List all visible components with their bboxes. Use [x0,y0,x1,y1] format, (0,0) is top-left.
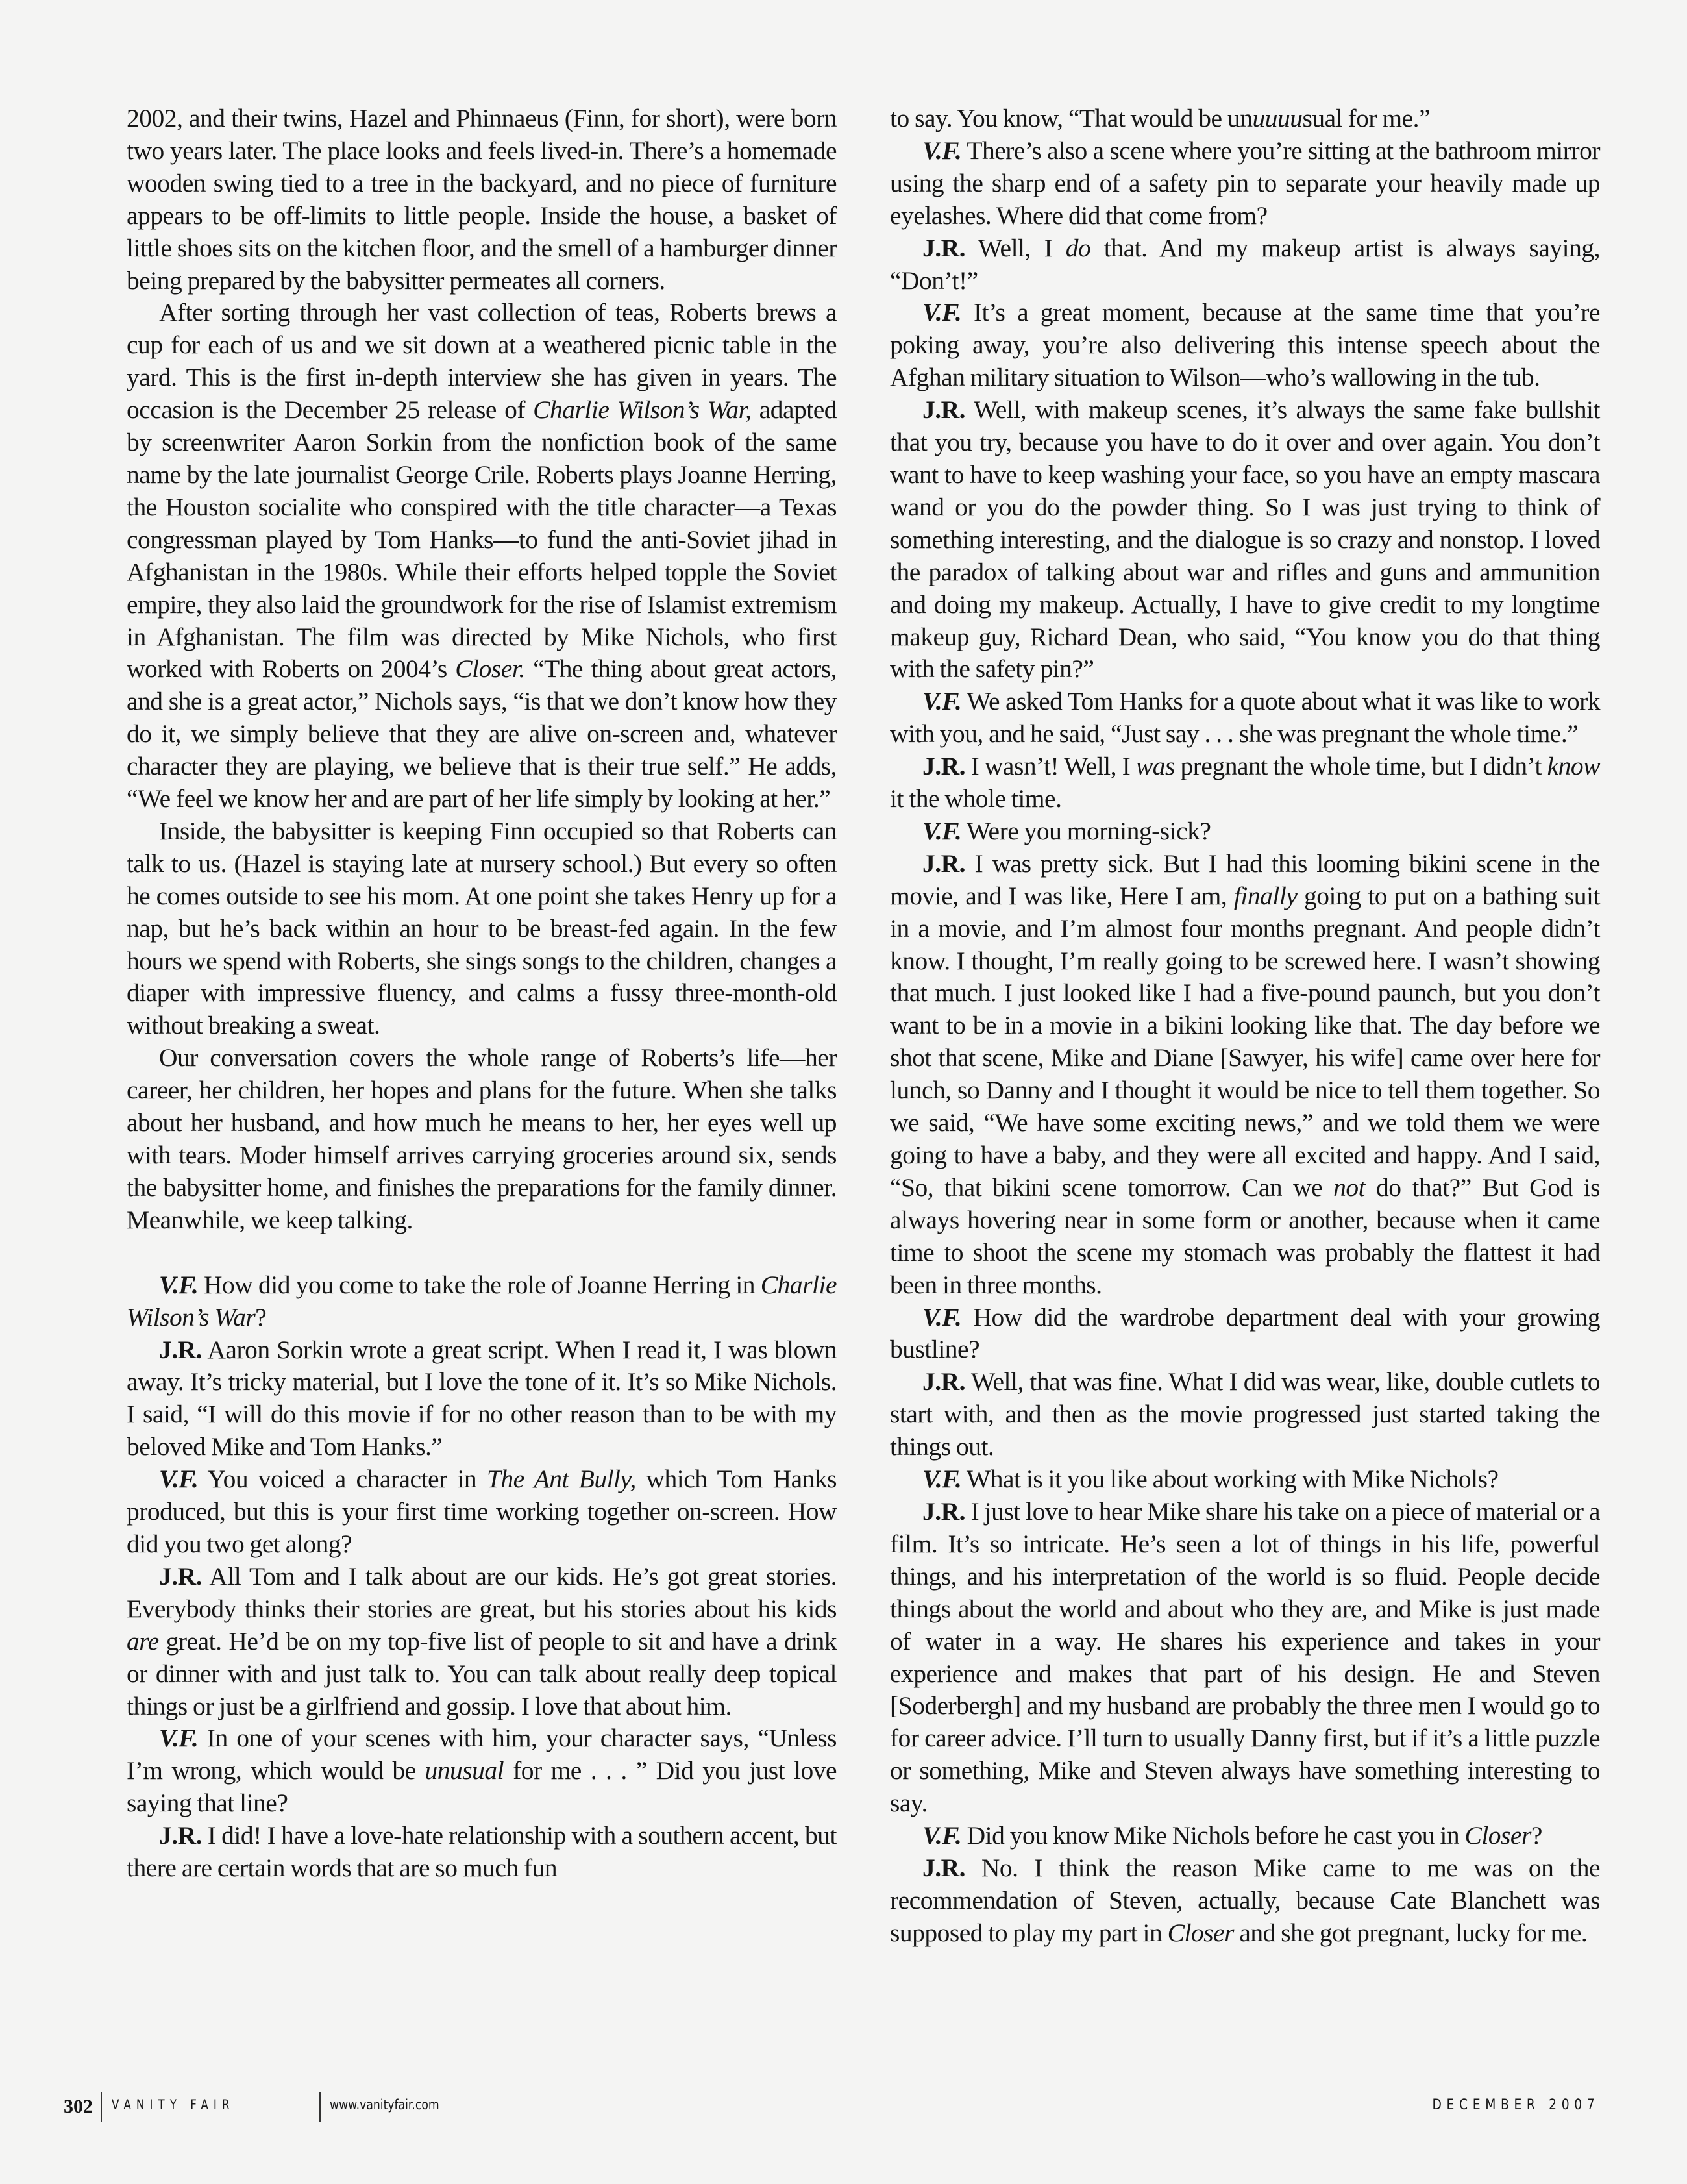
answer-paragraph [890,394,1600,686]
page-footer [64,2092,1599,2124]
italic-title-text: Closer. [455,654,525,684]
paragraph-text: Well, with makeup scenes, it’s always the same fake bullshit that you try, because you have to do it over and over again. You don’t want to have to keep washing your face, so you have an empty mascara wand or you do the powder thing. So I was just trying to think of something interesting, and the dialogue is so crazy and nonstop. I loved the paradox of talking about war and rifles and guns and ammunition and doing my makeup. Actually, I have to give credit to my longtime makeup guy, Richard Dean, who said, “You know you do that thing with the safety pin?” [890,395,1600,684]
paragraph-text: Were you morning-sick? [961,816,1211,845]
question-paragraph [890,297,1600,394]
body-paragraph [127,815,837,1042]
paragraph-text: You voiced a character in [198,1465,487,1494]
question-paragraph [890,1820,1600,1852]
speaker-label-vf: V.F. [922,1821,962,1850]
paragraph-text: it the whole time. [890,784,1062,813]
italic-title-text: finally [1233,881,1298,910]
paragraph-text: ? [255,1302,267,1332]
question-paragraph [127,1463,837,1561]
question-paragraph [127,1722,837,1820]
footer-divider [319,2092,321,2122]
paragraph-text: Inside, the babysitter is keeping Finn occupied so that Roberts can talk to us. (Hazel is staying late at nursery school.) But every so often he comes outside to see his mom. At one point she takes Henry up for a nap, but he’s back within an hour to be breast-fed again. In the few hours we spend with Roberts, she sings songs to the children, changes a diaper with impressive fluency, and calms a fussy three-month-old without breaking a sweat. [127,816,837,1040]
italic-title-text: do [1065,233,1091,262]
question-paragraph [890,1463,1600,1496]
speaker-label-jr: J.R. [159,1561,203,1591]
answer-paragraph [890,1496,1600,1820]
question-paragraph [890,815,1600,848]
paragraph-text: going to put on a bathing suit in a movie, and I’m almost four months pregnant. And people didn’t know. I thought, I’m really going to be screwed here. I wasn’t showing that much. I just looked like I had a five-pound paunch, but you don’t want to be in a movie in a bikini looking like that. The day before we shot that scene, Mike and Diane [Sawyer, his wife] came over here for lunch, so Danny and I thought it would be nice to tell them together. So we said, “We have some exciting news,” and we told them we were going to have a baby, and they were all excited and happy. And I said, “So, that bikini scene tomorrow. Can we [890,881,1600,1202]
italic-title-text: are [127,1626,159,1656]
italic-title-text: The Ant Bully, [486,1465,636,1494]
question-paragraph [127,1269,837,1334]
speaker-label-jr: J.R. [922,395,966,425]
paragraph-text: I just love to hear Mike share his take on a piece of material or a film. It’s so intricate. He’s seen a lot of things in his life, powerful things, and his interpretation of the world is so fluid. People decide things about the world and about who they are, and Mike is just made of water in a way. He shares his experience and takes in your experience and makes that part of his design. He and Steven [Soderbergh] and my husband are probably the three men I would go to for career advice. I’ll turn to usually Danny first, but if it’s a little puzzle or something, Mike and Steven always have something interesting to say. [890,1496,1600,1818]
paragraph-text: ? [1531,1821,1542,1850]
question-paragraph [890,686,1600,751]
speaker-label-vf: V.F. [922,1465,962,1494]
answer-paragraph [890,1366,1600,1463]
paragraph-text: We asked Tom Hanks for a quote about what it was like to work with you, and he said, “Just say . . . she was pregnant the whole time.” [890,687,1600,749]
paragraph-text: I was pretty sick. But I had this looming bikini scene in the movie, and I was like, Here I am, [890,849,1600,910]
italic-title-text: Closer [1464,1821,1531,1850]
paragraph-text: 2002, and their twins, Hazel and Phinnaeus (Finn, for short), were born two years later. The place looks and feels lived-in. There’s a homemade wooden swing tied to a tree in the backyard, and no piece of furniture appears to be off-limits to little people. Inside the house, a basket of little shoes sits on the kitchen floor, and the smell of a hamburger dinner being prepared by the babysitter permeates all corners. [127,104,837,295]
paragraph-text: I wasn’t! Well, I [965,752,1136,781]
speaker-label-jr: J.R. [922,233,966,262]
paragraph-text: Did you know Mike Nichols before he cast you in [961,1821,1465,1850]
page-number: 302 [64,2096,93,2117]
speaker-label-vf: V.F. [159,1465,199,1494]
footer-divider [101,2092,102,2122]
paragraph-text: I did! I have a love-hate relationship with a southern accent, but there are certain words that are so much fun [127,1821,837,1883]
italic-title-text: not [1333,1173,1366,1202]
speaker-label-vf: V.F. [922,136,962,165]
paragraph-text: All Tom and I talk about are our kids. He’s got great stories. Everybody thinks their stories are great, but his stories about his kids [127,1561,837,1623]
body-paragraph [127,103,837,297]
magazine-name: VANITY FAIR [112,2097,235,2113]
paragraph-text: great. He’d be on my top-five list of people to sit and have a drink or dinner with and just talk to. You can talk about really deep topical things or just be a girlfriend and gossip. I love that about him. [127,1626,837,1720]
speaker-label-jr: J.R. [922,849,966,878]
paragraph-text: “The thing about great actors, and she is a great actor,” Nichols says, “is that we don’t know how they do it, we simply believe that they are alive on-screen and, whatever character they are playing, we believe that is their true self.” He adds, “We feel we know her and are part of her life simply by looking at her.” [127,654,837,813]
speaker-label-jr: J.R. [922,1853,966,1882]
italic-title-text: Charlie Wilson’s War [127,1270,837,1332]
speaker-label-jr: J.R. [922,1367,966,1396]
paragraph-text: How did you come to take the role of Joanne Herring in [198,1270,761,1299]
paragraph-text: that. And my makeup artist is always saying, “Don’t!” [890,233,1601,295]
paragraph-text: and she got pregnant, lucky for me. [1233,1918,1588,1947]
answer-paragraph [127,1334,837,1464]
paragraph-text: Well, I [965,233,1066,262]
speaker-label-vf: V.F. [922,1302,962,1332]
italic-title-text: uuuu [1252,104,1303,132]
article-column-right [890,103,1600,1950]
paragraph-text: adapted by screenwriter Aaron Sorkin from the nonfiction book of the same name by the late journalist George Crile. Roberts plays Joanne Herring, the Houston socialite who conspired with the title character—a Texas congressman played by Tom Hanks—to fund the anti-Soviet jihad in Afghanistan in the 1980s. While their efforts helped topple the Soviet empire, they also laid the groundwork for the rise of Islamist extremism in Afghanistan. The film was directed by Mike Nichols, who first worked with Roberts on 2004’s [127,395,837,684]
paragraph-text: to say. You know, “That would be un [890,104,1253,132]
issue-date: DECEMBER 2007 [1432,2097,1599,2113]
speaker-label-vf: V.F. [159,1270,199,1299]
paragraph-text: How did the wardrobe department deal with your growing bustline? [890,1302,1600,1364]
speaker-label-jr: J.R. [159,1335,203,1364]
paragraph-text: There’s also a scene where you’re sitting at the bathroom mirror using the sharp end of a safety pin to separate your heavily made up eyelashes. Where did that come from? [890,136,1600,230]
speaker-label-vf: V.F. [922,298,962,327]
answer-paragraph [127,1561,837,1723]
answer-paragraph [890,848,1600,1302]
paragraph-text: After sorting through her vast collection of teas, Roberts brews a cup for each of us and we sit down at a weathered picnic table in the yard. This is the first in-depth interview she has given in years. The occasion is the December 25 release of [127,298,837,425]
question-paragraph [890,1302,1600,1367]
question-paragraph [890,135,1600,232]
paragraph-text: do that?” But God is always hovering near in some form or another, because when it came time to shoot the scene my stomach was probably the flattest it had been in three months. [890,1173,1600,1299]
italic-title-text: know [1547,752,1601,781]
paragraph-text: Well, that was fine. What I did was wear, like, double cutlets to start with, and then as the movie progressed just started taking the things out. [890,1367,1600,1461]
paragraph-text: pregnant the whole time, but I didn’t [1174,752,1547,781]
answer-paragraph [890,1852,1600,1950]
speaker-label-jr: J.R. [159,1821,203,1850]
answer-paragraph [890,232,1600,297]
speaker-label-vf: V.F. [159,1724,199,1753]
italic-title-text: unusual [425,1756,504,1785]
body-paragraph [127,297,837,815]
body-paragraph [127,1042,837,1236]
speaker-label-vf: V.F. [922,687,962,716]
speaker-label-jr: J.R. [922,1496,966,1526]
italic-title-text: Closer [1167,1918,1234,1947]
paragraph-text: What is it you like about working with Mike Nichols? [961,1465,1499,1494]
paragraph-text: which Tom Hanks produced, but this is your first time working together on-screen. How did you two get along? [127,1465,837,1558]
article-column-left [127,103,837,1885]
speaker-label-jr: J.R. [922,752,966,781]
paragraph-text: It’s a great moment, because at the same time that you’re poking away, you’re also delivering this intense speech about the Afghan military situation to Wilson—who’s wallowing in the tub. [890,298,1600,392]
answer-paragraph [890,751,1600,815]
paragraph-text: Our conversation covers the whole range of Roberts’s life—her career, her children, her hopes and plans for the future. When she talks about her husband, and how much he means to her, her eyes well up with tears. Moder himself arrives carrying groceries around six, sends the babysitter home, and finishes the preparations for the family dinner. Meanwhile, we keep talking. [127,1043,837,1234]
paragraph-text: for me . . . ” Did you just love saying that line? [127,1756,837,1818]
italic-title-text: was [1135,752,1175,781]
body-paragraph [890,103,1600,135]
speaker-label-vf: V.F. [922,816,962,845]
italic-title-text: Charlie Wilson’s War, [533,395,752,425]
paragraph-text: In one of your scenes with him, your character says, “Unless I’m wrong, which would be [127,1724,837,1785]
paragraph-text: Aaron Sorkin wrote a great script. When I read it, I was blown away. It’s tricky material, but I love the tone of it. It’s so Mike Nichols. I said, “I will do this movie if for no other reason than to be with my beloved Mike and Tom Hanks.” [127,1335,837,1461]
answer-paragraph [127,1820,837,1885]
website-link[interactable]: www.vanityfair.com [330,2097,439,2113]
paragraph-text: No. I think the reason Mike came to me was on the recommendation of Steven, actually, because Cate Blanchett was supposed to play my part in [890,1853,1600,1947]
paragraph-text: sual for me.” [1302,104,1431,132]
